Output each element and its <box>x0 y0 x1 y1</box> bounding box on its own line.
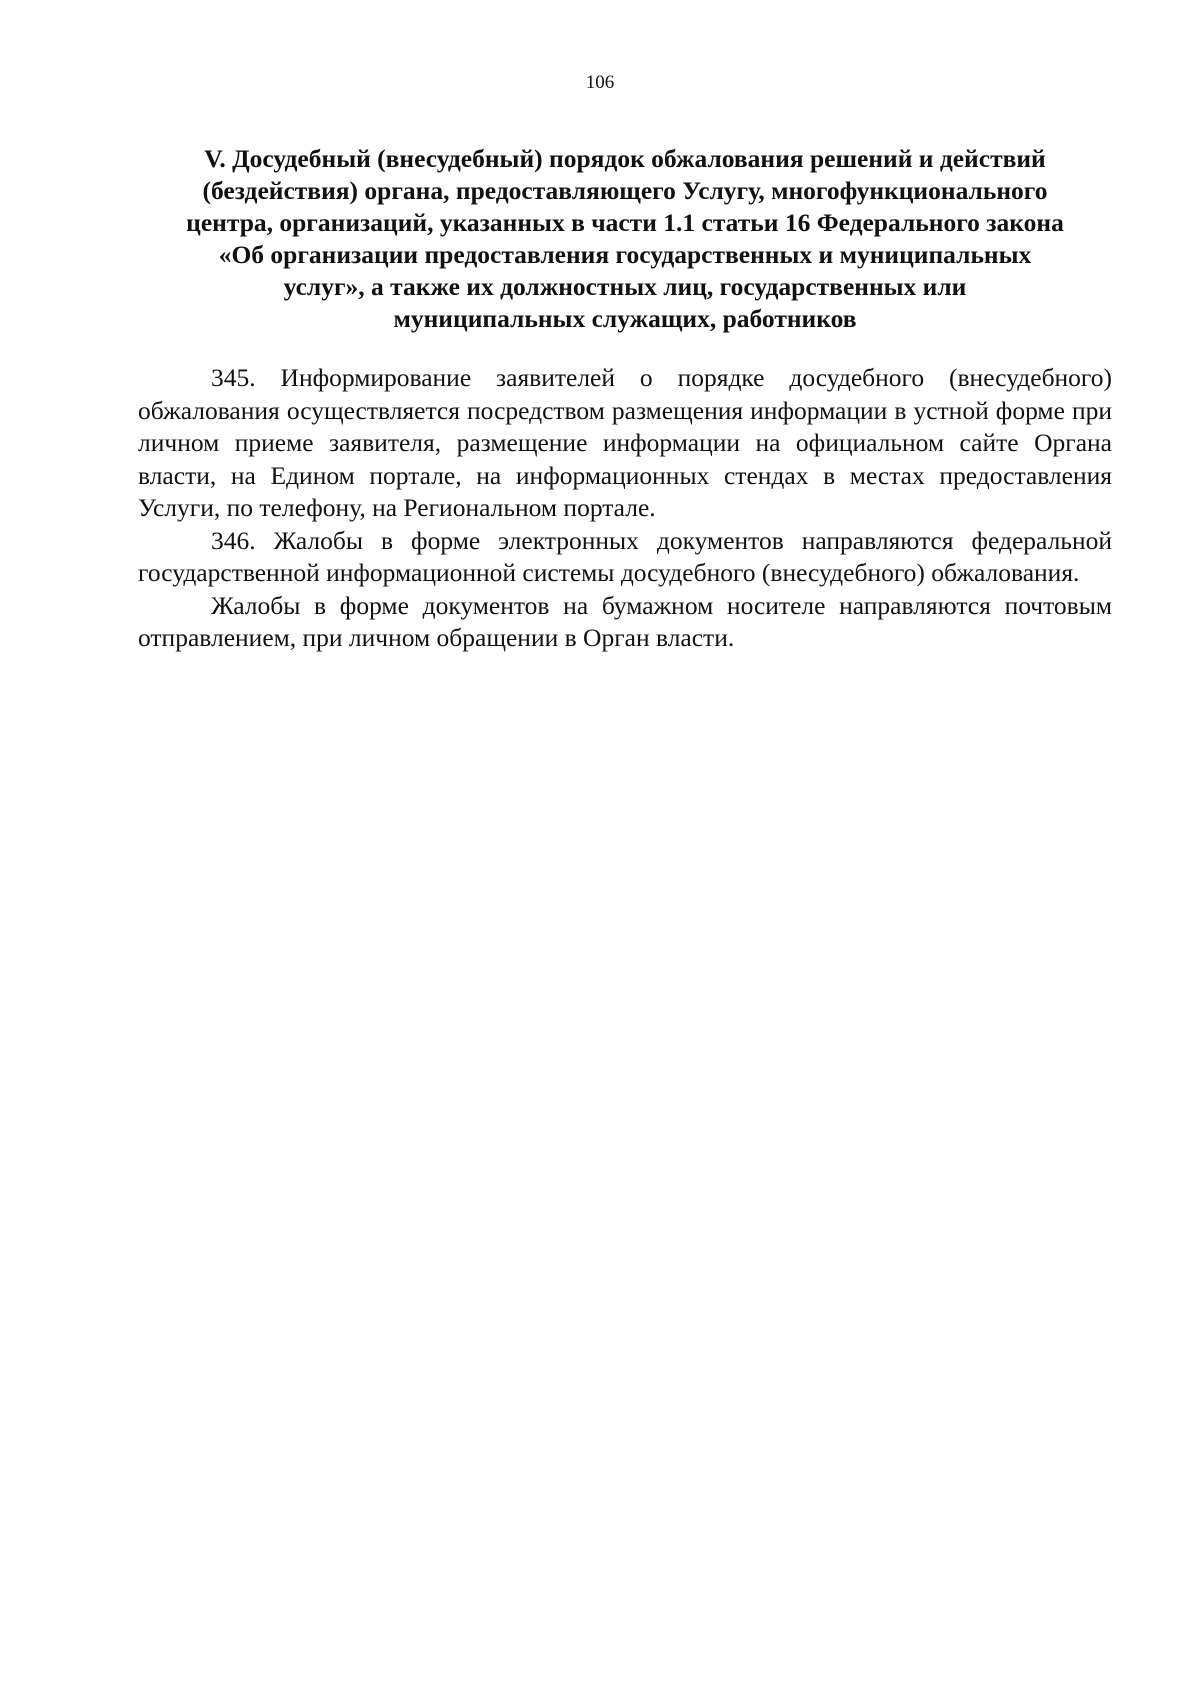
heading-line: муниципальных служащих, работников <box>393 304 857 333</box>
paragraph-345: 345. Информирование заявителей о порядке досудебного (внесудебного) обжалования осуществляется посредством размещения информации в устной форме при личном приеме заявителя, размещение информации на официальном сайте Органа власти, на Едином портале, на информационных стендах в местах предоставления Услуги, по телефону, на Региональном портале. <box>138 363 1112 522</box>
section-heading <box>138 143 1112 335</box>
page-number: 106 <box>585 72 615 93</box>
heading-line: центра, организаций, указанных в части 1.1 статьи 16 Федерального закона <box>186 208 1064 237</box>
paragraph-346: 346. Жалобы в форме электронных документов направляются федеральной государственной информационной системы досудебного (внесудебного) обжалования. <box>138 525 1112 587</box>
heading-line: V. Досудебный (внесудебный) порядок обжалования решений и действий <box>204 144 1046 173</box>
body-text <box>138 362 1112 655</box>
heading-line: услуг», а также их должностных лиц, государственных или <box>283 272 967 301</box>
heading-line: (бездействия) органа, предоставляющего Услугу, многофункционального <box>202 176 1048 205</box>
paragraph-paper-complaints: Жалобы в форме документов на бумажном носителе направляются почтовым отправлением, при личном обращении в Орган власти. <box>138 590 1112 652</box>
heading-line: «Об организации предоставления государственных и муниципальных <box>218 240 1032 269</box>
